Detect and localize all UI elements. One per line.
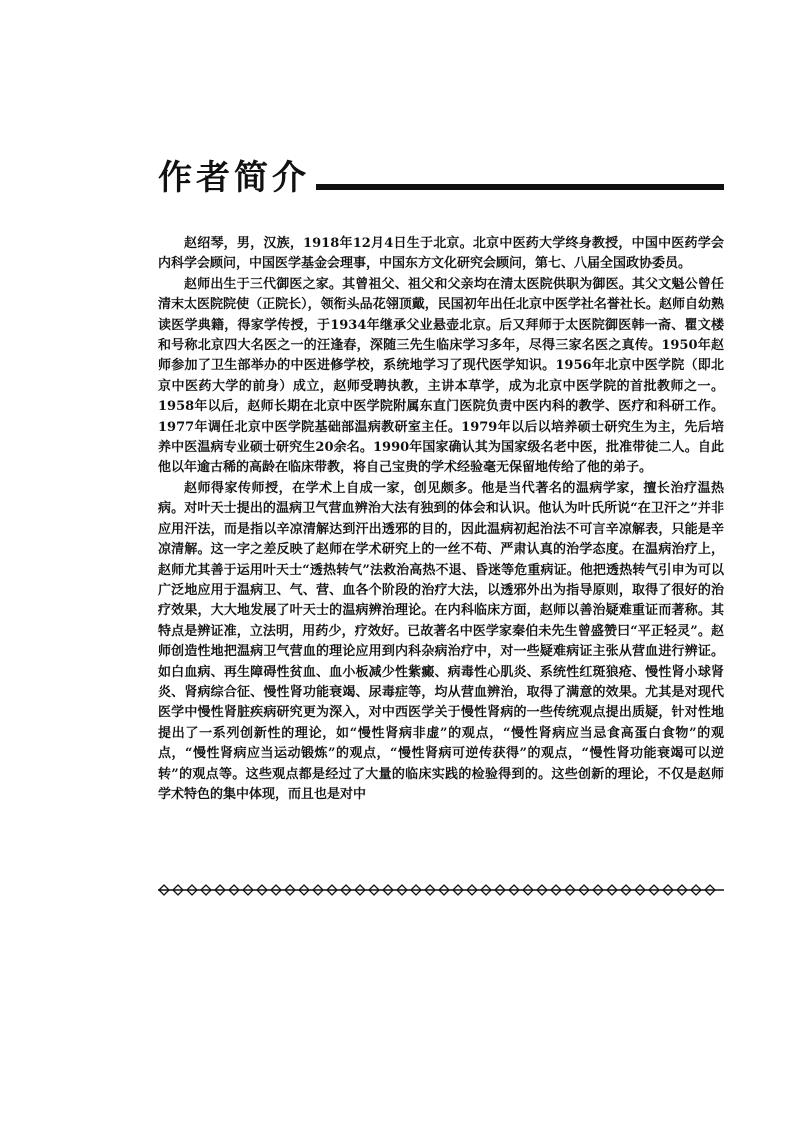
- paragraph: 赵师出生于三代御医之家。其曾祖父、祖父和父亲均在清太医院供职为御医。其父文魁公曾任清末太医院院使（正院长），领衔头品花翎顶戴，民国初年出任北京中医学社名誉社长。赵师自幼熟读医学典籍，得家学传授，于1934年继承父业悬壶北京。后又拜师于太医院御医韩一斋、瞿文楼和号称北京四大名医之一的汪逢春，深随三先生临床学习多年，尽得三家名医之真传。1950年赵师参加了卫生部举办的中医进修学校，系统地学习了现代医学知识。1956年北京中医学院（即北京中医药大学的前身）成立，赵师受聘执教，主讲本草学，成为北京中医学院的首批教师之一。1958年以后，赵师长期在北京中医学院附属东直门医院负责中医内科的教学、医疗和科研工作。1977年调任北京中医学院基础部温病教研室主任。1979年以后以培养硕士研究生为主，先后培养中医温病专业硕士研究生20余名。1990年国家确认其为国家级名老中医，批准带徒二人。自此他以年逾古稀的高龄在临床带教，将自己宝贵的学术经验毫无保留地传给了他的弟子。: [158, 276, 724, 476]
- paragraph: 赵师得家传师授，在学术上自成一家，创见颇多。他是当代著名的温病学家，擅长治疗温热病。对叶天士提出的温病卫气营血辨治大法有独到的体会和认识。他认为叶氏所说“在卫汗之”并非应用汗法，而是指以辛凉清解达到汗出透邪的目的，因此温病初起治法不可言辛凉解表，只能是辛凉清解。这一字之差反映了赵师在学术研究上的一丝不苟、严肃认真的治学态度。在温病治疗上，赵师尤其善于运用叶天士“透热转气”法救治高热不退、昏迷等危重病证。他把透热转气引申为可以广泛地应用于温病卫、气、营、血各个阶段的治疗大法，以透邪外出为指导原则，取得了很好的治疗效果，大大地发展了叶天士的温病辨治理论。在内科临床方面，赵师以善治疑难重证而著称。其特点是辨证准，立法明，用药少，疗效好。已故著名中医学家秦伯未先生曾盛赞曰“平正轻灵”。赵师创造性地把温病卫气营血的理论应用到内科杂病治疗中，对一些疑难病证主张从营血进行辨证。如白血病、再生障碍性贫血、血小板减少性紫癜、病毒性心肌炎、系统性红斑狼疮、慢性肾小球肾炎、肾病综合征、慢性肾功能衰竭、尿毒症等，均从营血辨治，取得了满意的效果。尤其是对现代医学中慢性肾脏疾病研究更为深入，对中西医学关于慢性肾病的一些传统观点提出质疑，针对性地提出了一系列创新性的理论，如“慢性肾病非虚”的观点，“慢性肾病应当忌食高蛋白食物”的观点，“慢性肾病应当运动锻炼”的观点，“慢性肾病可逆传获得”的观点，“慢性肾功能衰竭可以逆转”的观点等。这些观点都是经过了大量的临床实践的检验得到的。这些创新的理论，不仅是赵师学术特色的集中体现，而且也是对中: [158, 480, 724, 802]
- section-title: 作者简介: [158, 158, 310, 198]
- biography-text: [158, 234, 724, 805]
- decorative-border: [158, 882, 724, 898]
- title-rule: [316, 184, 724, 190]
- paragraph: 赵绍琴，男，汉族，1918年12月4日生于北京。北京中医药大学终身教授，中国中医药学会内科学会顾问，中国医学基金会理事，中国东方文化研究会顾问，第七、八届全国政协委员。: [158, 236, 724, 272]
- section-header: [158, 156, 724, 200]
